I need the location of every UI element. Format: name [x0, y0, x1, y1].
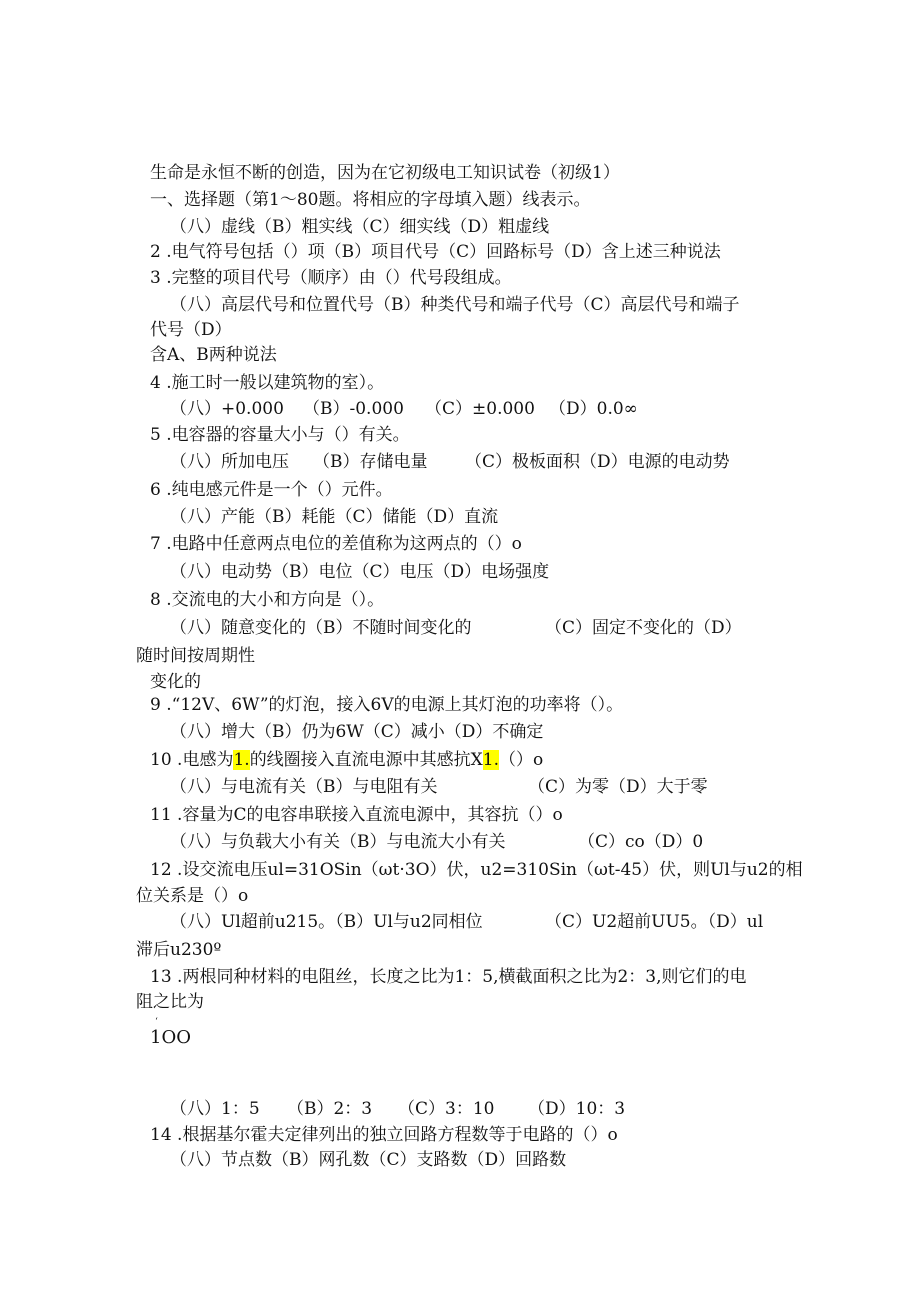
question-3: 3 .完整的项目代号（顺序）由（）代号段组成。 [150, 268, 512, 288]
question-14: 14 .根据基尔霍夫定律列出的独立回路方程数等于电路的（）o [150, 1125, 618, 1145]
q10-options-ab: （八）与电流有关（B）与电阻有关 [170, 777, 438, 797]
question-10 [150, 749, 543, 771]
question-13: 13 .两根同种材料的电阻丝，长度之比为1：5,横截面积之比为2：3,则它们的电 [150, 967, 747, 987]
q8-options-cd: （C）固定不变化的（D） [545, 618, 742, 638]
question-13-cont: 阻之比为 [136, 992, 204, 1012]
q1-options: （八）虚线（B）粗实线（C）细实线（D）粗虚线 [170, 217, 550, 237]
q5-option-a: （八）所加电压 [170, 452, 289, 472]
question-2: 2 .电气符号包括（）项（B）项目代号（C）回路标号（D）含上述三种说法 [150, 242, 721, 262]
q4-option-d: （D）0.0∞ [549, 399, 638, 419]
q13-note: 1OO [150, 1027, 191, 1048]
question-5: 5 .电容器的容量大小与（）有关。 [150, 425, 410, 445]
q6-options: （八）产能（B）耗能（C）储能（D）直流 [170, 507, 499, 527]
q13-stray-mark: ‘ [155, 1017, 158, 1027]
q4-option-a: （八）+0.000 [170, 399, 284, 419]
q5-option-b: （B）存储电量 [313, 452, 428, 472]
section-title: 一、选择题（第1～80题。将相应的字母填入题）线表示。 [150, 190, 591, 210]
q8-options-cont-2: 变化的 [150, 672, 201, 692]
question-7: 7 .电路中任意两点电位的差值称为这两点的（）o [150, 534, 522, 554]
q3-options-cont-2: 含A、B两种说法 [150, 345, 277, 365]
q12-options-cont: 滞后u230º [136, 940, 222, 960]
q13-option-c: （C）3：10 [398, 1099, 495, 1119]
q7-options: （八）电动势（B）电位（C）电压（D）电场强度 [170, 562, 550, 582]
question-6: 6 .纯电感元件是一个（）元件。 [150, 480, 393, 500]
q13-option-d: （D）10：3 [528, 1099, 626, 1119]
q10-highlight-2: 1. [482, 750, 500, 770]
q10-text-1: 10 .电感为 [150, 750, 234, 770]
q4-option-b: （B）-0.000 [303, 399, 404, 419]
q13-option-a: （八）1：5 [170, 1099, 260, 1119]
q14-options: （八）节点数（B）网孔数（C）支路数（D）回路数 [170, 1150, 567, 1170]
question-11: 11 .容量为C的电容串联接入直流电源中，其容抗（）o [150, 805, 563, 825]
q12-options-ab: （八）Ul超前u215。（B）Ul与u2同相位 [170, 912, 483, 932]
q4-option-c: （C）±0.000 [425, 399, 535, 419]
q12-options-cd: （C）U2超前UU5。（D）ul [545, 912, 764, 932]
document-header: 生命是永恒不断的创造，因为在它初级电工知识试卷（初级1） [150, 163, 620, 183]
question-12: 12 .设交流电压ul=31OSin（ωt·3O）伏，u2=310Sin（ωt-45）伏，则Ul与u2的相 [150, 860, 803, 880]
question-9: 9 .“12V、6W”的灯泡，接入6V的电源上其灯泡的功率将（）。 [150, 695, 624, 715]
q3-options-cont: 代号（D） [150, 320, 232, 340]
question-12-cont: 位关系是（）o [136, 886, 249, 906]
q10-highlight-1: 1. [233, 750, 250, 770]
q8-options-cont: 随时间按周期性 [136, 646, 255, 666]
q10-text-3: （）o [499, 750, 544, 770]
q3-options: （八）高层代号和位置代号（B）种类代号和端子代号（C）高层代号和端子 [170, 295, 740, 315]
q10-options-cd: （C）为零（D）大于零 [528, 777, 708, 797]
q8-options-ab: （八）随意变化的（B）不随时间变化的 [170, 618, 472, 638]
q13-option-b: （B）2：3 [287, 1099, 373, 1119]
q10-text-2: 的线圈接入直流电源中其感抗X [249, 750, 483, 770]
q5-option-cd: （C）极板面积（D）电源的电动势 [465, 452, 730, 472]
question-8: 8 .交流电的大小和方向是（）。 [150, 590, 385, 610]
q11-options-ab: （八）与负载大小有关（B）与电流大小有关 [170, 832, 506, 852]
q9-options: （八）增大（B）仍为6W（C）减小（D）不确定 [170, 722, 544, 742]
question-4: 4 .施工时一般以建筑物的室）。 [150, 373, 385, 393]
q11-options-cd: （C）co（D）0 [578, 832, 704, 852]
